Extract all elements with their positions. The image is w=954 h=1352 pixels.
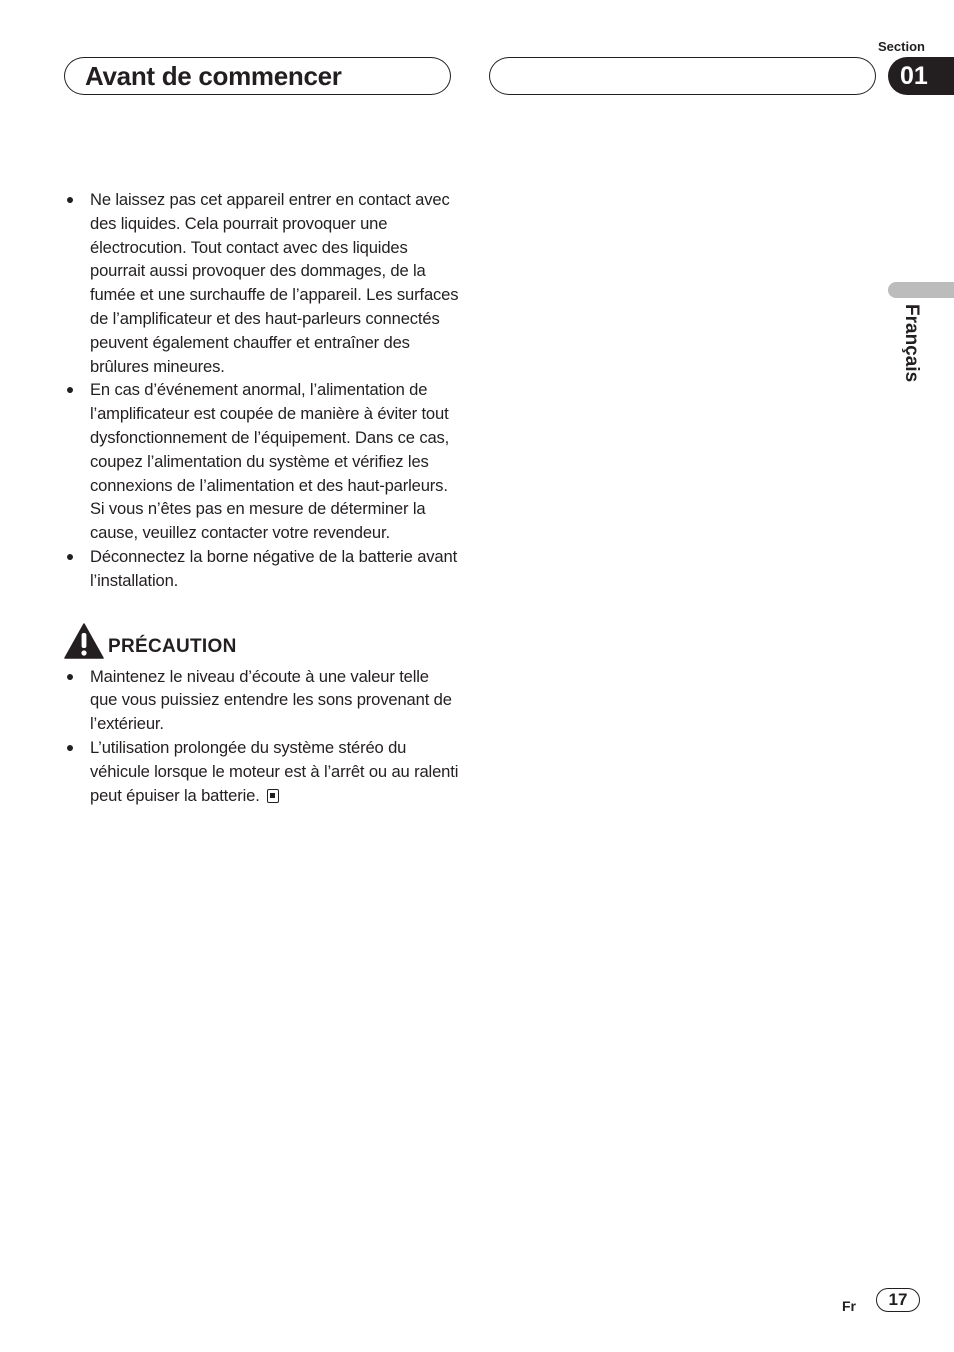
bullet-icon: ● xyxy=(65,667,75,684)
header-title-pill xyxy=(64,57,451,95)
bullet-icon: ● xyxy=(65,381,75,398)
language-tab-marker xyxy=(888,282,954,298)
section-number-badge: 01 xyxy=(888,57,954,95)
footer-language-code: Fr xyxy=(842,1298,856,1314)
list-item xyxy=(64,736,459,807)
bullet-icon: ● xyxy=(65,191,75,207)
main-content xyxy=(64,188,459,807)
caution-list xyxy=(64,665,459,808)
list-item xyxy=(64,378,459,545)
language-label: Français xyxy=(901,304,922,383)
end-of-section-icon xyxy=(267,789,279,803)
list-item-text: Déconnectez la borne négative de la batterie avant l’installation. xyxy=(90,546,458,590)
header-empty-pill xyxy=(489,57,876,95)
list-item-text: L’utilisation prolongée du système stéréo du véhicule lorsque le moteur est à l’arrêt ou au ralenti peut épuiser la batterie. xyxy=(90,737,459,805)
list-item xyxy=(64,545,459,593)
list-item-text: En cas d’événement anormal, l’alimentation de l’amplificateur est coupée de manière à éviter tout dysfonctionnement de l’équipement. Dans ce cas, coupez l’alimentation du système et vérifiez les connexions de l’alimentation et des haut-parleurs. Si vous n’êtes pas en mesure de déterminer la cause, veuillez contacter votre revendeur. xyxy=(90,380,450,543)
warning-triangle-icon xyxy=(64,623,104,659)
bullet-list xyxy=(64,188,459,593)
section-label: Section xyxy=(878,39,925,54)
page-number: 17 xyxy=(876,1288,920,1312)
list-item xyxy=(64,665,459,736)
bullet-icon: ● xyxy=(65,738,75,755)
list-item-text: Ne laissez pas cet appareil entrer en contact avec des liquides. Cela pourrait provoquer une électrocution. Tout contact avec des liquides pourrait aussi provoquer des dommages, de la fumée et une surchauffe de l’appareil. Les surfaces de l’amplificateur et des haut-parleurs connectés peuvent également chauffer et entraîner des brûlures mineures. xyxy=(90,190,459,376)
caution-title: PRÉCAUTION xyxy=(108,635,237,657)
list-item xyxy=(64,188,459,378)
list-item-text: Maintenez le niveau d’écoute à une valeur telle que vous puissiez entendre les sons provenant de l’extérieur. xyxy=(90,666,452,734)
page-title: Avant de commencer xyxy=(85,61,342,91)
bullet-icon: ● xyxy=(65,547,75,564)
caution-heading xyxy=(64,623,459,665)
